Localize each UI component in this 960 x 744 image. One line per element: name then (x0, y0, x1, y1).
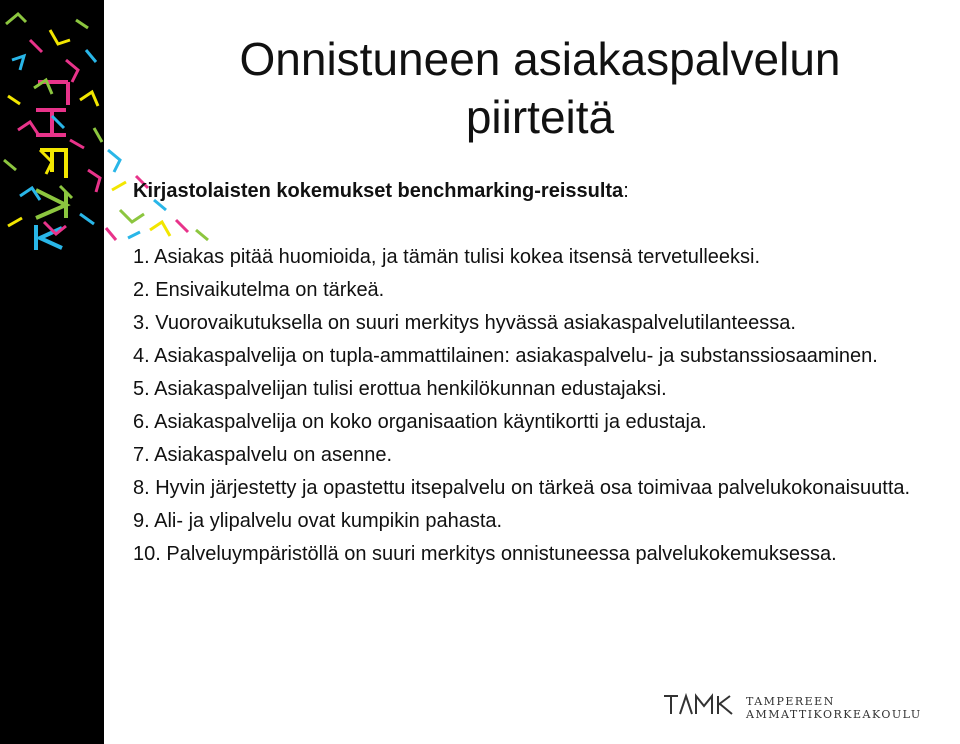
title-line-2: piirteitä (465, 91, 615, 143)
list-item: 10. Palveluympäristöllä on suuri merkitys onnistuneessa palvelukokemuksessa. (133, 543, 837, 565)
list-item: 3. Vuorovaikutuksella on suuri merkitys hyvässä asiakaspalvelutilanteessa. (133, 312, 796, 334)
list-item: 5. Asiakaspalvelijan tulisi erottua henkilökunnan edustajaksi. (133, 378, 667, 400)
list-item: 9. Ali- ja ylipalvelu ovat kumpikin pahasta. (133, 510, 503, 532)
list-item: 7. Asiakaspalvelu on asenne. (133, 444, 393, 466)
footer-org-line-1: TAMPEREEN (746, 695, 835, 708)
title-line-1: Onnistuneen asiakaspalvelun (239, 33, 841, 85)
list-item: 2. Ensivaikutelma on tärkeä. (133, 279, 385, 301)
sidebar-band (0, 0, 104, 744)
slide-subtitle (133, 180, 629, 203)
tamk-footer-logo (662, 690, 740, 720)
slide-title (180, 30, 900, 146)
footer-org-name (746, 695, 922, 721)
subtitle-colon: : (623, 180, 629, 202)
list-item: 8. Hyvin järjestetty ja opastettu itsepalvelu on tärkeä osa toimivaa palvelukokonaisuutta. (133, 477, 911, 499)
footer-org-line-2: AMMATTIKORKEAKOULU (746, 708, 922, 721)
subtitle-text: Kirjastolaisten kokemukset benchmarking-reissulta (133, 180, 624, 202)
list-item: 4. Asiakaspalvelija on tupla-ammattilainen: asiakaspalvelu- ja substanssiosaaminen. (133, 345, 878, 367)
findings-list (133, 241, 933, 571)
list-item: 6. Asiakaspalvelija on koko organisaation käyntikortti ja edustaja. (133, 411, 707, 433)
list-item: 1. Asiakas pitää huomioida, ja tämän tulisi kokea itsensä tervetulleeksi. (133, 246, 761, 268)
